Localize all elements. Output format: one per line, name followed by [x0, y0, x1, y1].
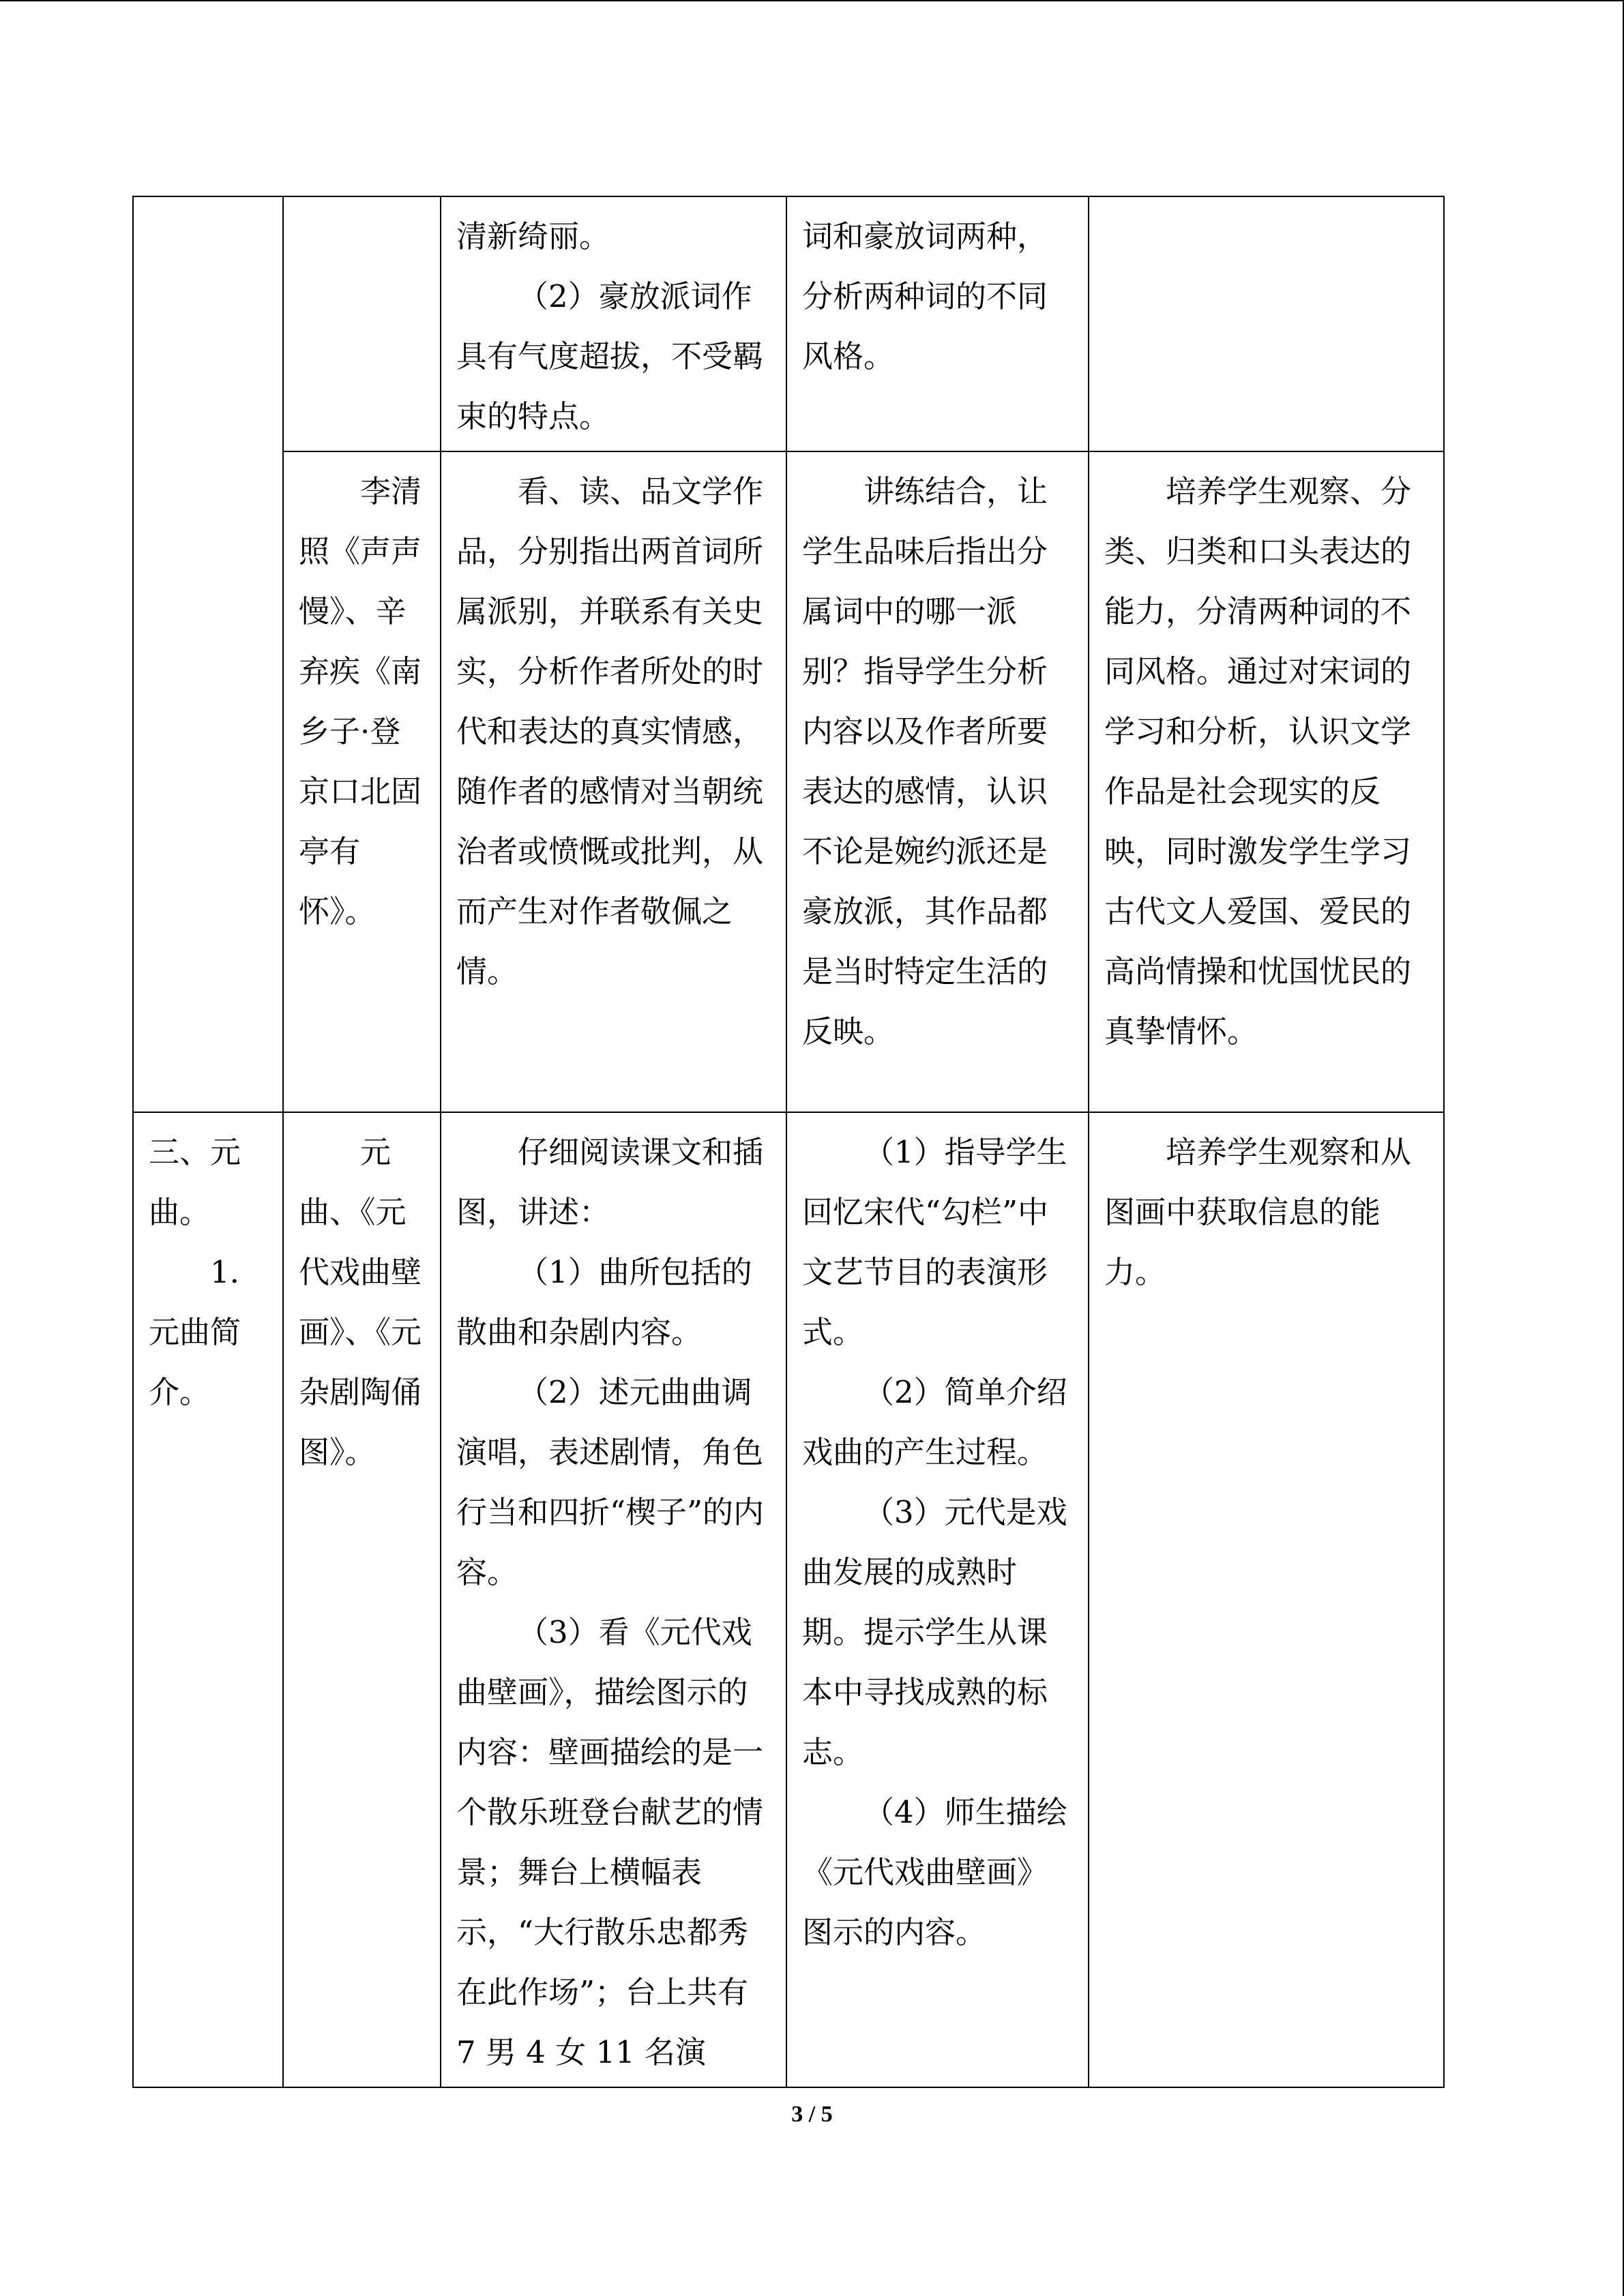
cell-paragraph: （3）元代是戏曲发展的成熟时期。提示学生从课本中寻找成熟的标志。 — [802, 1494, 1067, 1770]
cell-paragraph: （2）简单介绍戏曲的产生过程。 — [802, 1374, 1067, 1470]
cell-teacher-activity — [441, 451, 786, 1112]
cell-topic — [133, 1112, 283, 2087]
page-number: 3 / 5 — [791, 2102, 833, 2127]
cell-objective — [1089, 1112, 1444, 2087]
cell-student-activity — [786, 1112, 1089, 2087]
cell-paragraph: （1）曲所包括的散曲和杂剧内容。 — [456, 1254, 752, 1350]
cell-paragraph: 元曲、《元代戏曲壁画》、《元杂剧陶俑图》。 — [299, 1134, 422, 1470]
cell-objective — [1089, 451, 1444, 1112]
cell-paragraph: （1）指导学生回忆宋代“勾栏”中文艺节目的表演形式。 — [802, 1134, 1067, 1350]
cell-student-activity — [786, 451, 1089, 1112]
cell-paragraph: （4）师生描绘《元代戏曲壁画》图示的内容。 — [802, 1794, 1067, 1950]
cell-material — [283, 196, 441, 451]
table-row — [133, 451, 1444, 1112]
cell-teacher-activity — [441, 1112, 786, 2087]
cell-material — [283, 451, 441, 1112]
cell-paragraph: 培养学生观察和从图画中获取信息的能力。 — [1104, 1134, 1412, 1290]
lesson-plan-table — [132, 196, 1445, 2088]
cell-objective — [1089, 196, 1444, 451]
cell-paragraph: 清新绮丽。 — [456, 218, 610, 254]
cell-paragraph: （3）看《元代戏曲壁画》，描绘图示的内容：壁画描绘的是一个散乐班登台献艺的情景；舞台上横幅表示，“大行散乐忠都秀在此作场”；台上共有 7 男 4 女 11 名演 — [456, 1614, 764, 2070]
cell-paragraph: 李清照《声声慢》、辛弃疾《南乡子·登京口北固亭有怀》。 — [299, 473, 422, 929]
cell-paragraph: 三、元曲。 — [149, 1134, 241, 1230]
cell-paragraph: 仔细阅读课文和插图，讲述： — [456, 1134, 764, 1230]
table-row — [133, 1112, 1444, 2087]
cell-student-activity — [786, 196, 1089, 451]
cell-teacher-activity — [441, 196, 786, 451]
cell-paragraph: （2）述元曲曲调演唱，表述剧情，角色行当和四折“楔子”的内容。 — [456, 1374, 765, 1590]
page-frame-top — [0, 0, 1624, 1]
cell-paragraph: 培养学生观察、分类、归类和口头表达的能力，分清两种词的不同风格。通过对宋词的学习和分析，认识文学作品是社会现实的反映，同时激发学生学习古代文人爱国、爱民的高尚情操和忧国忧民的真挚情怀。 — [1104, 473, 1412, 1049]
cell-paragraph: （2）豪放派词作具有气度超拔，不受羁束的特点。 — [456, 278, 764, 434]
cell-paragraph: 看、读、品文学作品，分别指出两首词所属派别，并联系有关史实，分析作者所处的时代和表达的真实情感，随作者的感情对当朝统治者或愤慨或批判，从而产生对作者敬佩之情。 — [456, 473, 764, 989]
cell-paragraph: 讲练结合，让学生品味后指出分属词中的哪一派别？指导学生分析内容以及作者所要表达的感情，认识不论是婉约派还是豪放派，其作品都是当时特定生活的反映。 — [802, 473, 1048, 1049]
cell-paragraph: 词和豪放词两种，分析两种词的不同风格。 — [802, 218, 1048, 374]
cell-material — [283, 1112, 441, 2087]
cell-paragraph: 1.元曲简介。 — [149, 1254, 241, 1410]
table-row — [133, 196, 1444, 451]
cell-topic — [133, 196, 283, 1112]
